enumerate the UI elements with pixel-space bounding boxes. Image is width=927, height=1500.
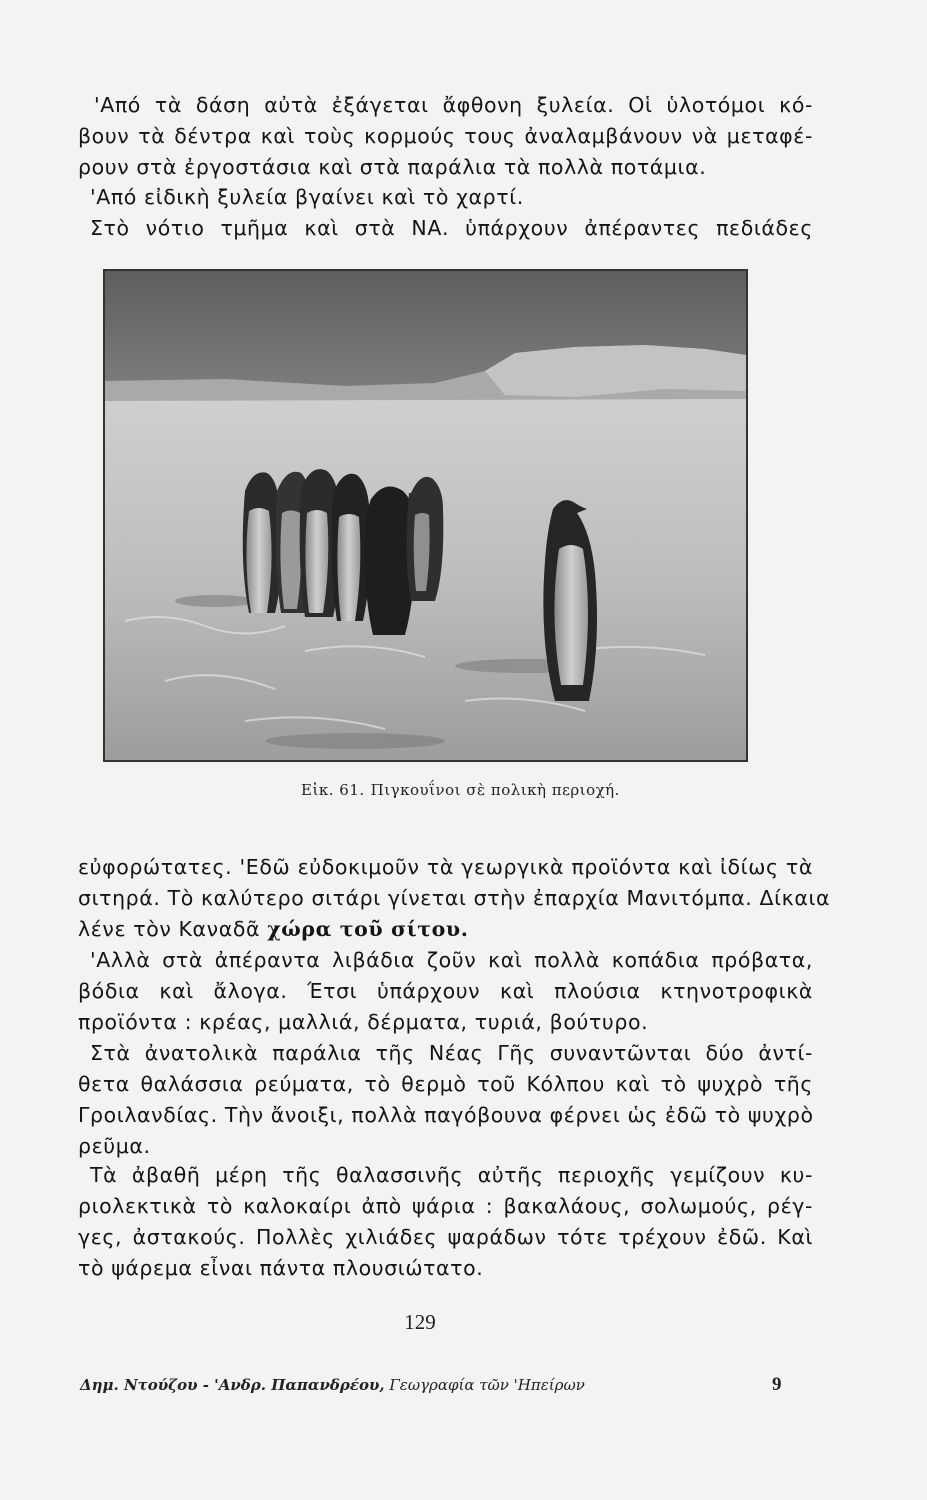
- page-number: 129: [404, 1310, 436, 1334]
- paragraph: [78, 182, 813, 213]
- bold-phrase: χώρα τοῦ σίτου.: [267, 917, 469, 941]
- text-line: σιτηρά. Τὸ καλύτερο σιτάρι γίνεται στὴν ἐπαρχία Μανιτόμπα. Δίκαια: [78, 886, 831, 910]
- book-footer: [80, 1376, 780, 1394]
- text-line: [78, 914, 813, 945]
- text-line: 'Αλλὰ στὰ ἀπέραντα λιβάδια ζοῦν καὶ πολλὰ κοπάδια πρόβατα,: [90, 948, 813, 972]
- signature-mark: 9: [772, 1374, 782, 1395]
- text-line: βουν τὰ δέντρα καὶ τοὺς κορμούς τους ἀναλαμβάνουν νὰ μεταφέ-: [78, 124, 813, 148]
- text-line: Στὰ ἀνατολικὰ παράλια τῆς Νέας Γῆς συναντῶνται δύο ἀντί-: [90, 1041, 813, 1065]
- text-line: βόδια καὶ ἄλογα. Έτσι ὑπάρχουν καὶ πλούσια κτηνοτροφικὰ: [78, 979, 813, 1003]
- footer-authors: Δημ. Ντούζου - 'Ανδρ. Παπανδρέου,: [80, 1376, 385, 1394]
- footer-title: Γεωγραφία τῶν 'Ηπείρων: [389, 1376, 585, 1394]
- penguins-photo-illustration: [105, 271, 746, 760]
- text-line: Τὰ ἀβαθῆ μέρη τῆς θαλασσινῆς αὐτῆς περιοχῆς γεμίζουν κυ-: [90, 1163, 813, 1187]
- text-span: λένε τὸν Καναδᾶ: [78, 917, 268, 941]
- figure-caption: [0, 781, 927, 799]
- paragraph: [78, 213, 813, 244]
- text-line: Στὸ νότιο τμῆμα καὶ στὰ ΝΑ. ὑπάρχουν ἀπέραντες πεδιάδες: [90, 216, 813, 240]
- paragraph: [78, 90, 813, 183]
- text-line: 'Από εἰδικὴ ξυλεία βγαίνει καὶ τὸ χαρτί.: [90, 185, 524, 209]
- paragraph: [78, 1038, 813, 1162]
- text-line: προϊόντα : κρέας, μαλλιά, δέρματα, τυριά, βούτυρο.: [78, 1010, 649, 1034]
- text-line: 'Από τὰ δάση αὐτὰ ἐξάγεται ἄφθονη ξυλεία. Οἱ ὑλοτόμοι κό-: [94, 93, 813, 117]
- caption-label: Εἰκ. 61.: [301, 781, 365, 799]
- text-line: θετα θαλάσσια ρεύματα, τὸ θερμὸ τοῦ Κόλπου καὶ τὸ ψυχρὸ τῆς: [78, 1072, 813, 1096]
- text-line: ριολεκτικὰ τὸ καλοκαίρι ἀπὸ ψάρια : βακαλάους, σολωμούς, ρέγ-: [78, 1194, 813, 1218]
- text-line: Γροιλανδίας. Τὴν ἄνοιξι, πολλὰ παγόβουνα φέρνει ὡς ἐδῶ τὸ ψυχρὸ: [78, 1103, 814, 1127]
- text-line: εὐφορώτατες. 'Εδῶ εὐδοκιμοῦν τὰ γεωργικὰ προϊόντα καὶ ἰδίως τὰ: [78, 855, 813, 879]
- paragraph: [78, 1160, 813, 1284]
- text-line: γες, ἀστακούς. Πολλὲς χιλιάδες ψαράδων τότε τρέχουν ἐδῶ. Καὶ: [78, 1225, 813, 1249]
- text-line: ρουν στὰ ἐργοστάσια καὶ στὰ παράλια τὰ πολλὰ ποτάμια.: [78, 155, 707, 179]
- paragraph: [78, 945, 813, 1038]
- caption-text: Πιγκουΐνοι σὲ πολικὴ περιοχή.: [370, 781, 620, 799]
- penguins-photo: [103, 269, 748, 762]
- text-line: τὸ ψάρεμα εἶναι πάντα πλουσιώτατο.: [78, 1256, 484, 1280]
- paragraph: [78, 852, 831, 945]
- text-line: ρεῦμα.: [78, 1134, 151, 1158]
